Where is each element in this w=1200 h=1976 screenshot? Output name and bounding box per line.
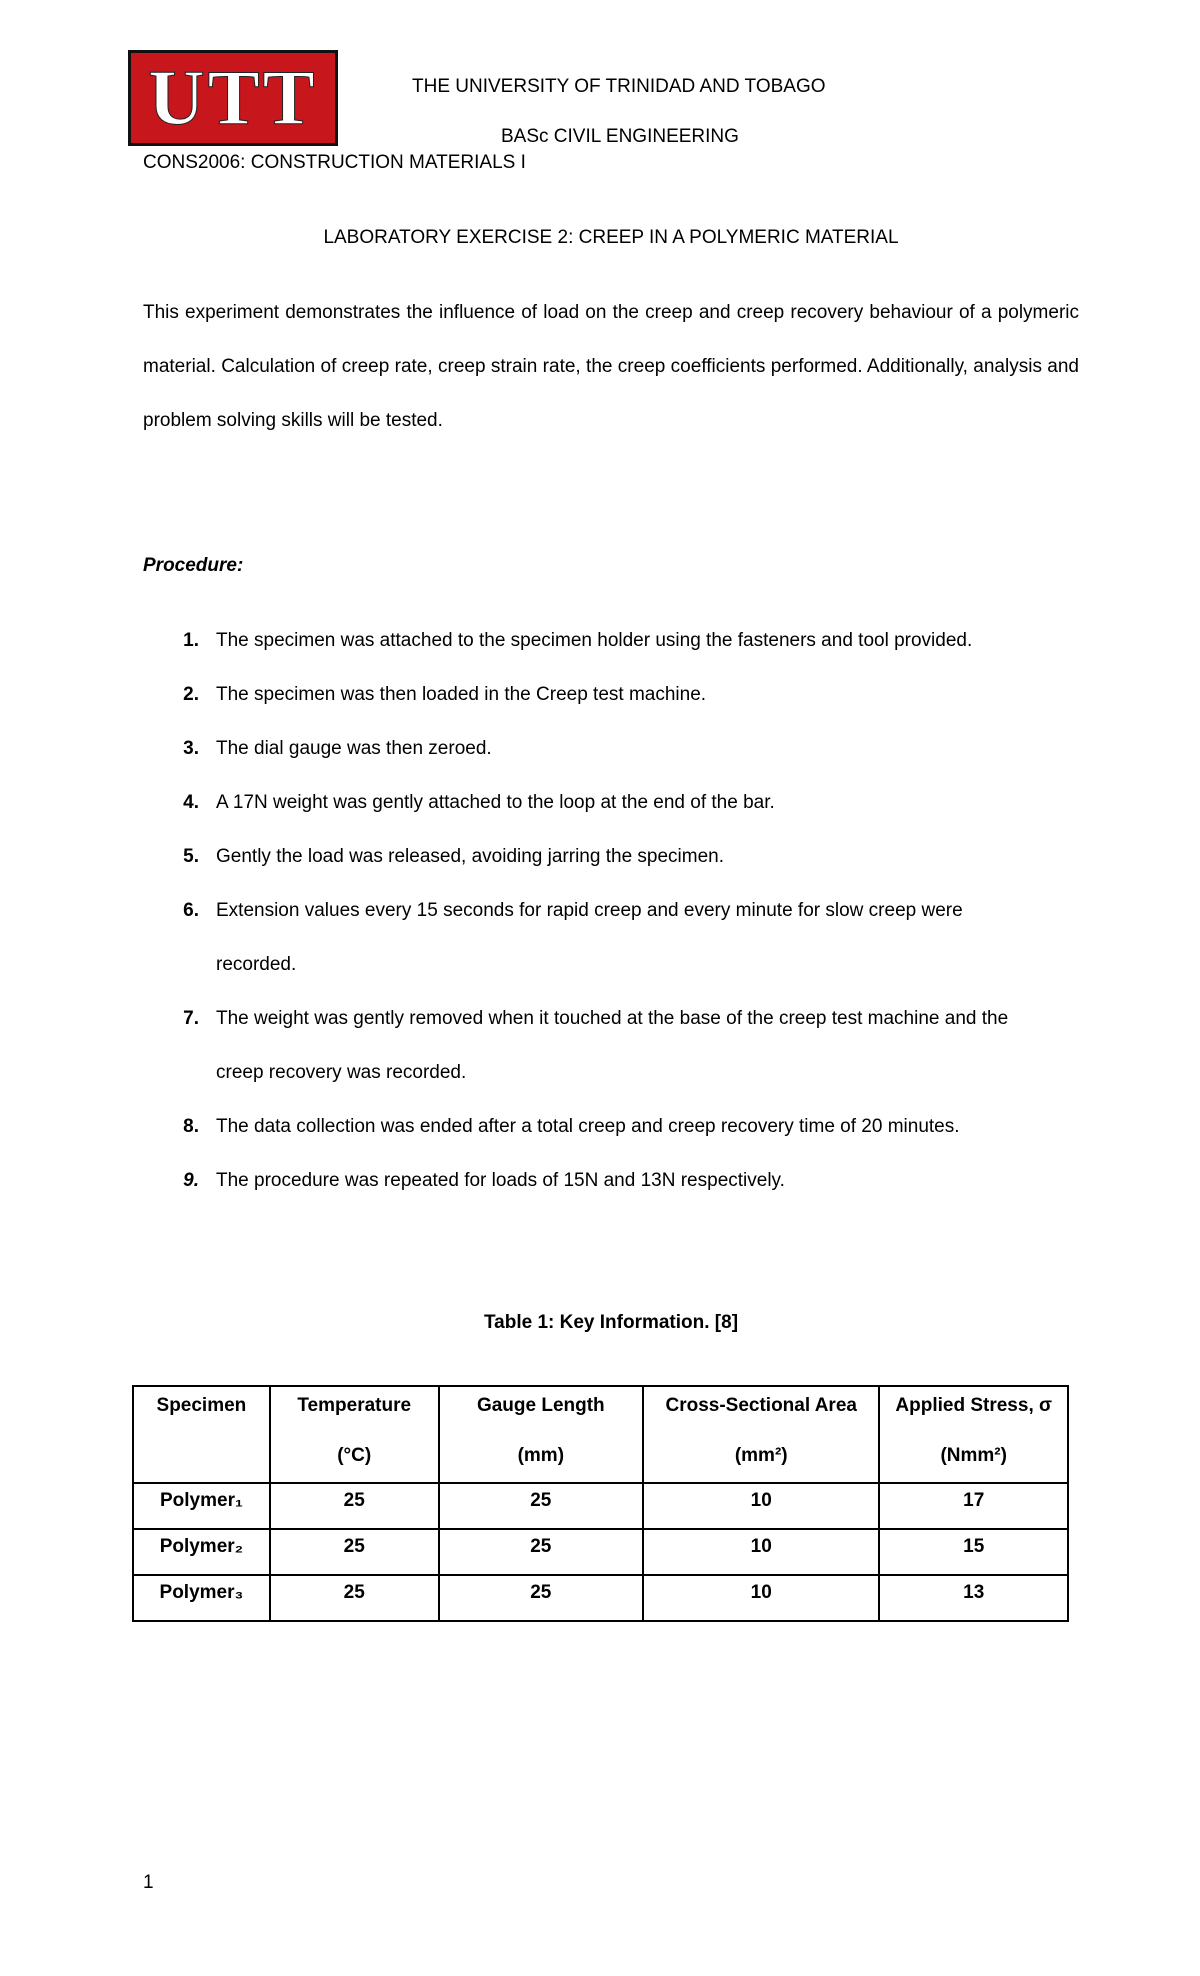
- program-name: BASc CIVIL ENGINEERING: [501, 126, 739, 147]
- step-text: The data collection was ended after a total creep and creep recovery time of 20 minutes.: [216, 1116, 960, 1137]
- step-text: Gently the load was released, avoiding jarring the specimen.: [216, 846, 725, 867]
- table-cell: Polymer₁: [133, 1483, 270, 1529]
- table-cell: 25: [439, 1529, 643, 1575]
- step-text: The dial gauge was then zeroed.: [216, 738, 492, 759]
- table-cell: 10: [643, 1575, 879, 1621]
- header-cell: Temperature (°C): [270, 1386, 439, 1483]
- header-cell: Cross-Sectional Area (mm²): [643, 1386, 879, 1483]
- step-number: 7.: [183, 1008, 199, 1029]
- step-text: Extension values every 15 seconds for rapid creep and every minute for slow creep were: [216, 900, 963, 921]
- step-number: 9.: [183, 1170, 199, 1191]
- step-text: A 17N weight was gently attached to the loop at the end of the bar.: [216, 792, 775, 813]
- step-number: 6.: [183, 900, 199, 921]
- step-text: The weight was gently removed when it touched at the base of the creep test machine and the: [216, 1008, 1009, 1029]
- table-cell: 17: [879, 1483, 1068, 1529]
- table-cell: 10: [643, 1529, 879, 1575]
- step-number: 3.: [183, 738, 199, 759]
- step-number: 8.: [183, 1116, 199, 1137]
- header-cell: Applied Stress, σ (Nmm²): [879, 1386, 1068, 1483]
- step-text: The specimen was then loaded in the Creep test machine.: [216, 684, 707, 705]
- utt-logo: [128, 50, 338, 146]
- step-text: The specimen was attached to the specimen holder using the fasteners and tool provided.: [216, 630, 973, 651]
- table-cell: 25: [439, 1575, 643, 1621]
- table-row: [133, 1529, 1068, 1575]
- procedure-heading: Procedure:: [143, 555, 244, 576]
- table-header-row: [133, 1386, 1068, 1483]
- step-number: 1.: [183, 630, 199, 651]
- table-cell: 13: [879, 1575, 1068, 1621]
- key-information-table: [132, 1385, 1069, 1622]
- table-cell: 10: [643, 1483, 879, 1529]
- table-cell: 25: [270, 1575, 439, 1621]
- university-name: THE UNIVERSITY OF TRINIDAD AND TOBAGO: [412, 76, 826, 97]
- table-row: [133, 1575, 1068, 1621]
- step-number: 5.: [183, 846, 199, 867]
- table-cell: Polymer₂: [133, 1529, 270, 1575]
- table-cell: 25: [270, 1483, 439, 1529]
- table-cell: Polymer₃: [133, 1575, 270, 1621]
- header-cell: Gauge Length (mm): [439, 1386, 643, 1483]
- page-title: LABORATORY EXERCISE 2: CREEP IN A POLYMERIC MATERIAL: [323, 227, 899, 248]
- table-cell: 15: [879, 1529, 1068, 1575]
- step-text: The procedure was repeated for loads of 15N and 13N respectively.: [216, 1170, 785, 1191]
- step-text: creep recovery was recorded.: [216, 1062, 467, 1083]
- table-cell: 25: [439, 1483, 643, 1529]
- header-cell: Specimen: [133, 1386, 270, 1483]
- table-row: [133, 1483, 1068, 1529]
- intro-paragraph: This experiment demonstrates the influence of load on the creep and creep recovery behaviour of a polymeric material. Calculation of creep rate, creep strain rate, the creep coefficients performed. Additionally, analysis and problem solving skills will be tested.: [143, 302, 1079, 431]
- course-code: CONS2006: CONSTRUCTION MATERIALS I: [143, 152, 526, 173]
- logo-text: UTT: [148, 54, 318, 141]
- step-text: recorded.: [216, 954, 297, 975]
- step-number: 4.: [183, 792, 199, 813]
- page-number: 1: [143, 1872, 154, 1893]
- table-cell: 25: [270, 1529, 439, 1575]
- step-number: 2.: [183, 684, 199, 705]
- table-caption: Table 1: Key Information. [8]: [483, 1312, 739, 1333]
